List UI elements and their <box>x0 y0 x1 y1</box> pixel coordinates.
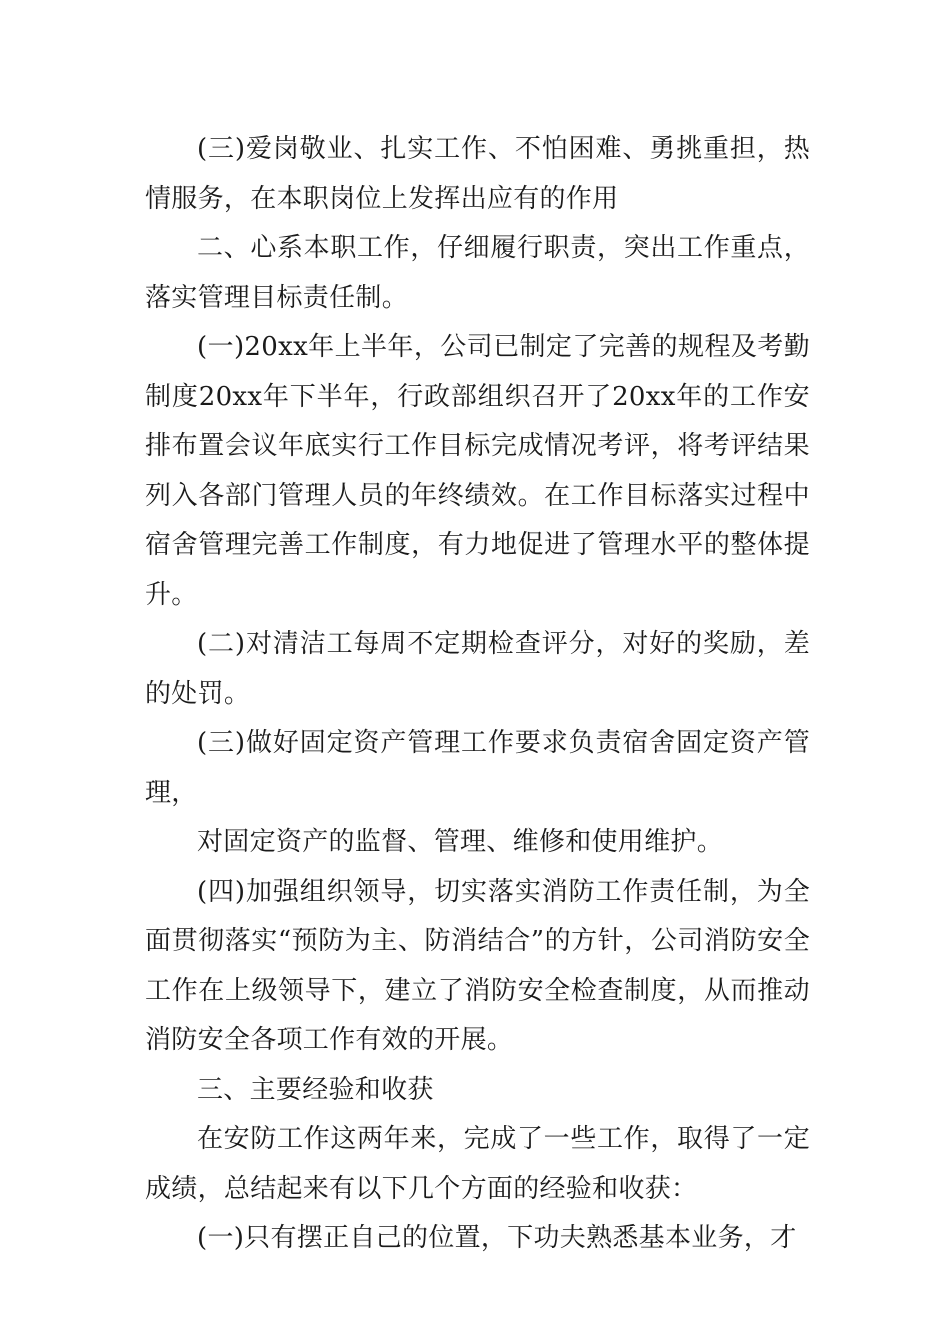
paragraph-section-two-heading: 二、心系本职工作，仔细履行职责，突出工作重点，落实管理目标责任制。 <box>145 233 810 313</box>
paragraph-fire-safety: (四)加强组织领导，切实落实消防工作责任制，为全面贯彻落实“预防为主、防消结合”的方针，公司消防安全工作在上级领导下，建立了消防安全检查制度，从而推动消防安全各项工作有效的开展。 <box>145 876 810 1055</box>
paragraph-fixed-assets-maintenance: 对固定资产的监督、管理、维修和使用维护。 <box>197 827 724 857</box>
paragraph-fixed-assets: (三)做好固定资产管理工作要求负责宿舍固定资产管理， <box>145 728 810 808</box>
document-body <box>145 125 810 1264</box>
paragraph-rules-attendance: (一)20xx年上半年，公司已制定了完善的规程及考勤制度20xx年下半年，行政部组织召开了20xx年的工作安排布置会议年底实行工作目标完成情况考评，将考评结果列入各部门管理人员的年终绩效。在工作目标落实过程中宿舍管理完善工作制度，有力地促进了管理水平的整体提升。 <box>145 332 810 610</box>
paragraph-position-basics: (一)只有摆正自己的位置，下功夫熟悉基本业务，才 <box>197 1223 797 1253</box>
paragraph-experience-summary: 在安防工作这两年来，完成了一些工作，取得了一定成绩，总结起来有以下几个方面的经验和收获： <box>145 1124 810 1204</box>
paragraph-love-job-dedication: (三)爱岗敬业、扎实工作、不怕困难、勇挑重担，热情服务，在本职岗位上发挥出应有的作用 <box>145 134 810 214</box>
paragraph-cleaning-inspection: (二)对清洁工每周不定期检查评分，对好的奖励，差的处罚。 <box>145 629 810 709</box>
paragraph-section-three-heading: 三、主要经验和收获 <box>197 1074 434 1105</box>
